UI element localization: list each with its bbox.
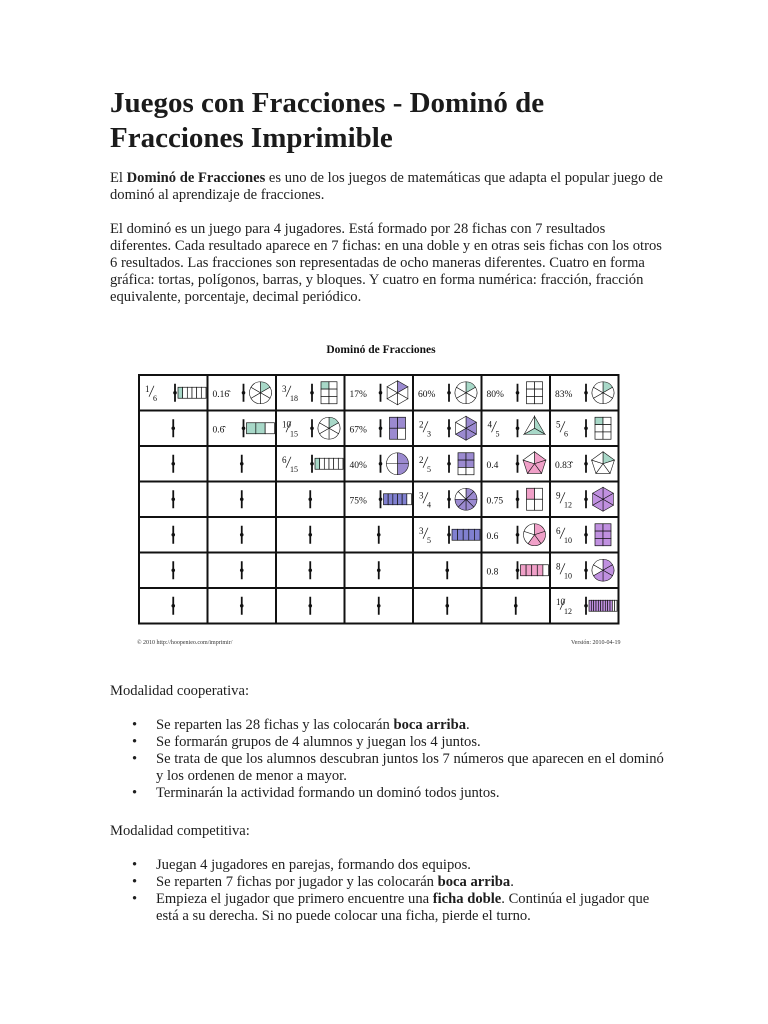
block-cell xyxy=(535,382,543,389)
bar-segment xyxy=(178,387,183,398)
bar-segment xyxy=(615,600,617,611)
tile-pin xyxy=(447,426,451,430)
block-cell xyxy=(527,396,535,403)
tile-pin xyxy=(377,604,381,608)
list-item xyxy=(110,751,670,785)
tile-pin xyxy=(516,533,520,537)
block-cell xyxy=(603,432,611,439)
bar-segment xyxy=(256,423,265,434)
tile-value-text: 6 xyxy=(556,525,561,536)
domino-tile-blank xyxy=(208,588,277,624)
tile-pin xyxy=(584,497,588,501)
tile-pin xyxy=(516,391,520,395)
tile-value-text: 6 xyxy=(564,429,568,439)
tile-value-text: 12 xyxy=(564,606,572,616)
item-text: Se reparten las 28 fichas y las colocarán xyxy=(156,717,394,733)
tile-value-text: 6 xyxy=(282,454,287,465)
block-cell xyxy=(595,425,603,432)
block-cell xyxy=(595,531,603,538)
tile-value-text: 4 xyxy=(487,419,492,430)
tile-value-text: 67% xyxy=(349,425,367,436)
domino-tile xyxy=(482,411,551,447)
bar-segment xyxy=(338,458,343,469)
tile-pin xyxy=(445,568,449,572)
domino-tile-blank xyxy=(139,446,208,482)
domino-tile-blank xyxy=(345,588,414,624)
item-text-end: . xyxy=(466,717,470,733)
tile-pin xyxy=(584,391,588,395)
tile-value-text: 1 xyxy=(145,383,150,394)
tile-pin xyxy=(447,391,451,395)
item-text-end: . xyxy=(510,874,514,890)
tile-pin xyxy=(308,497,312,501)
block-cell xyxy=(595,417,603,424)
tile-value-text: 3 xyxy=(427,429,431,439)
block-cell xyxy=(390,428,398,439)
tile-value-text: 3 xyxy=(419,490,424,501)
bar-segment xyxy=(402,494,407,505)
domino-tile-blank xyxy=(276,482,345,518)
tile-value-text: 4 xyxy=(427,500,431,510)
bar-segment xyxy=(315,458,320,469)
tile-pin xyxy=(379,391,383,395)
intro-bold: Dominó de Fracciones xyxy=(126,170,266,186)
domino-tile xyxy=(482,553,551,589)
competitive-rules-list xyxy=(110,857,670,925)
domino-tile-blank xyxy=(276,553,345,589)
tile-pin xyxy=(171,497,175,501)
tile-pin xyxy=(171,462,175,466)
tile-pin xyxy=(447,462,451,466)
bullet-icon: • xyxy=(132,785,138,801)
tile-pin xyxy=(171,568,175,572)
bar-segment xyxy=(384,494,389,505)
item-text: Terminarán la actividad formando un dominó todos juntos. xyxy=(156,785,500,801)
bar-segment xyxy=(183,387,188,398)
domino-grid xyxy=(137,373,625,626)
tile-pin xyxy=(379,462,383,466)
tile-pin xyxy=(447,533,451,537)
bar-segment xyxy=(334,458,339,469)
intro-prefix: El xyxy=(110,170,127,186)
block-cell xyxy=(329,382,337,389)
domino-tile xyxy=(550,482,619,518)
block-cell xyxy=(535,499,543,510)
domino-tile xyxy=(550,411,619,447)
tile-value-text: 10 xyxy=(564,571,572,581)
domino-tile xyxy=(482,517,551,553)
domino-tile-blank xyxy=(139,517,208,553)
block-cell xyxy=(527,389,535,396)
tile-value-text: 0.75 xyxy=(486,496,504,507)
tile-value-text: 2 xyxy=(419,419,424,430)
item-text: Se trata de que los alumnos descubran juntos los 7 números que aparecen en el dominó y los ordenen de menor a mayor. xyxy=(156,751,664,784)
domino-figure xyxy=(110,338,670,658)
tile-value-text: 3 xyxy=(419,525,424,536)
tile-value-text: 17% xyxy=(349,389,367,400)
list-item xyxy=(110,717,670,734)
bar-segment xyxy=(388,494,393,505)
tile-pin xyxy=(173,391,177,395)
intro-suffix: es uno de los juegos de matemáticas que adapta el popular juego de dominó al aprendizaje de fracciones. xyxy=(110,170,663,203)
bar-segment xyxy=(469,529,475,540)
tile-value-text: 0.4 xyxy=(486,460,499,471)
tile-pin xyxy=(584,426,588,430)
item-text-end: . Continúa el jugador que está a su derecha. Si no puede colocar una ficha, pierde el turno. xyxy=(156,891,650,924)
domino-tile-blank xyxy=(276,588,345,624)
tile-pin xyxy=(447,497,451,501)
domino-tile-blank xyxy=(413,588,482,624)
intro-paragraph xyxy=(110,170,670,204)
tile-pin xyxy=(516,497,520,501)
tile-pin xyxy=(516,462,520,466)
tile-value-text: 0.8 xyxy=(486,567,499,578)
block-cell xyxy=(527,382,535,389)
tile-value-text: 9 xyxy=(556,490,561,501)
domino-tile xyxy=(208,375,277,411)
tile-value-text: 15 xyxy=(290,429,298,439)
block-cell xyxy=(390,417,398,428)
tile-pin xyxy=(240,497,244,501)
bar-segment xyxy=(463,529,469,540)
domino-tile xyxy=(208,411,277,447)
tile-value-text: 75% xyxy=(349,496,367,507)
tile-value-text: 0.83̂ xyxy=(555,460,572,471)
bullet-icon: • xyxy=(132,891,138,907)
block-cell xyxy=(603,425,611,432)
bar-segment xyxy=(329,458,334,469)
bar-segment xyxy=(398,494,403,505)
tile-pin xyxy=(308,568,312,572)
tile-value-text: 2 xyxy=(419,454,424,465)
tile-pin xyxy=(516,426,520,430)
block-cell xyxy=(458,460,466,467)
item-text: Se reparten 7 fichas por jugador y las colocarán xyxy=(156,874,438,890)
cooperative-rules-list xyxy=(110,717,670,802)
block-cell xyxy=(603,538,611,545)
domino-tile-blank xyxy=(276,517,345,553)
tile-pin xyxy=(308,533,312,537)
domino-tile xyxy=(550,553,619,589)
item-bold-text: boca arriba xyxy=(437,874,511,890)
tile-value-text: 18 xyxy=(290,393,298,403)
competitive-mode-label: Modalidad competitiva: xyxy=(110,823,250,839)
figure-footer-copyright: © 2010 http://hoopenieo.com/imprimir/ xyxy=(137,640,233,646)
tile-value-text: 12 xyxy=(564,500,572,510)
list-item xyxy=(110,785,670,802)
block-cell xyxy=(535,396,543,403)
item-text: Juegan 4 jugadores en parejas, formando dos equipos. xyxy=(156,857,471,873)
domino-tile xyxy=(345,411,414,447)
bar-segment xyxy=(197,387,202,398)
block-cell xyxy=(535,488,543,499)
domino-tile xyxy=(276,446,345,482)
tile-value-text: 8 xyxy=(556,561,561,572)
domino-tile xyxy=(482,446,551,482)
domino-tile xyxy=(550,588,619,624)
tile-value-text: 80% xyxy=(486,389,504,400)
block-cell xyxy=(595,432,603,439)
tile-pin xyxy=(310,462,314,466)
block-cell xyxy=(329,389,337,396)
tile-value-text: 0.16̂ xyxy=(212,389,230,400)
block-cell xyxy=(535,389,543,396)
tile-pin xyxy=(514,604,518,608)
tile-pin xyxy=(584,533,588,537)
bullet-icon: • xyxy=(132,717,138,733)
domino-tile xyxy=(345,482,414,518)
domino-tile xyxy=(276,375,345,411)
bar-segment xyxy=(458,529,464,540)
domino-tile-blank xyxy=(208,553,277,589)
bar-segment xyxy=(526,565,532,576)
domino-tile xyxy=(550,446,619,482)
tile-pin xyxy=(379,426,383,430)
bar-segment xyxy=(407,494,412,505)
block-cell xyxy=(603,531,611,538)
item-text: Se formarán grupos de 4 alumnos y juegan los 4 juntos. xyxy=(156,734,481,750)
domino-tile xyxy=(482,375,551,411)
tile-value-text: 10 xyxy=(564,535,572,545)
tile-pin xyxy=(377,533,381,537)
bar-segment xyxy=(247,423,256,434)
tile-pin xyxy=(240,604,244,608)
tile-pin xyxy=(240,462,244,466)
domino-tile-blank xyxy=(208,517,277,553)
tile-value-text: 3 xyxy=(282,383,287,394)
domino-tile-blank xyxy=(345,517,414,553)
domino-tile-blank xyxy=(139,553,208,589)
domino-tile xyxy=(413,375,482,411)
item-text: Empieza el jugador que primero encuentre una xyxy=(156,891,433,907)
tile-pin xyxy=(377,568,381,572)
list-item xyxy=(110,734,670,751)
block-cell xyxy=(595,538,603,545)
block-cell xyxy=(321,389,329,396)
tile-value-text: 5 xyxy=(427,464,431,474)
domino-tile xyxy=(413,411,482,447)
domino-tile xyxy=(345,375,414,411)
bar-segment xyxy=(320,458,325,469)
bar-segment xyxy=(474,529,480,540)
tile-pin xyxy=(516,568,520,572)
list-item xyxy=(110,891,670,925)
domino-tile-blank xyxy=(208,482,277,518)
bar-segment xyxy=(521,565,527,576)
item-bold-text: ficha doble xyxy=(432,891,502,907)
domino-tile-blank xyxy=(482,588,551,624)
tile-pin xyxy=(242,426,246,430)
tile-value-text: 0.6 xyxy=(486,531,499,542)
tile-value-text: 10 xyxy=(556,596,565,607)
block-cell xyxy=(458,467,466,474)
domino-tile-blank xyxy=(139,482,208,518)
tile-pin xyxy=(379,497,383,501)
block-cell xyxy=(321,382,329,389)
bullet-icon: • xyxy=(132,874,138,890)
bar-segment xyxy=(532,565,538,576)
block-cell xyxy=(329,396,337,403)
domino-tile xyxy=(482,482,551,518)
domino-tile xyxy=(413,517,482,553)
tile-pin xyxy=(171,533,175,537)
tile-pin xyxy=(584,604,588,608)
tile-value-text: 5 xyxy=(556,419,561,430)
tile-pin xyxy=(171,604,175,608)
tile-pin xyxy=(584,568,588,572)
block-cell xyxy=(527,499,535,510)
tile-pin xyxy=(242,391,246,395)
tile-pin xyxy=(308,604,312,608)
bullet-icon: • xyxy=(132,751,138,767)
tile-value-text: 40% xyxy=(349,460,367,471)
bar-segment xyxy=(187,387,192,398)
block-cell xyxy=(527,488,535,499)
list-item xyxy=(110,874,670,891)
domino-tile-blank xyxy=(345,553,414,589)
item-bold-text: boca arriba xyxy=(393,717,467,733)
tile-value-text: 15 xyxy=(290,464,298,474)
bullet-icon: • xyxy=(132,734,138,750)
bar-segment xyxy=(324,458,329,469)
domino-tile xyxy=(345,446,414,482)
list-item xyxy=(110,857,670,874)
bar-segment xyxy=(393,494,398,505)
bar-segment xyxy=(543,565,549,576)
domino-tile xyxy=(413,482,482,518)
tile-value-text: 60% xyxy=(418,389,436,400)
tile-pin xyxy=(171,426,175,430)
domino-tile xyxy=(413,446,482,482)
tile-pin xyxy=(310,426,314,430)
domino-tile xyxy=(139,375,208,411)
domino-tile-blank xyxy=(139,588,208,624)
domino-tile-blank xyxy=(208,446,277,482)
bar-segment xyxy=(265,423,274,434)
tile-pin xyxy=(240,568,244,572)
cooperative-mode-label: Modalidad cooperativa: xyxy=(110,683,249,699)
block-cell xyxy=(398,417,406,428)
page-title: Juegos con Fracciones - Dominó de Fracciones Imprimible xyxy=(110,87,545,154)
block-cell xyxy=(466,467,474,474)
bar-segment xyxy=(452,529,458,540)
figure-title: Dominó de Fracciones xyxy=(326,344,436,356)
block-cell xyxy=(595,524,603,531)
description-paragraph: El dominó es un juego para 4 jugadores. Está formado por 28 fichas con 7 resultados diferentes. Cada resultado aparece en 7 fichas: en una doble y en otras seis fichas con los otros 6 resultados. Las fracciones son representadas de ocho maneras diferentes. Cuatro en forma gráfica: tortas, polígonos, barras, y bloques. Y cuatro en forma numérica: fracción, fracción equivalente, porcentaje, decimal periódico. xyxy=(110,221,662,305)
domino-tile xyxy=(550,375,619,411)
block-cell xyxy=(321,396,329,403)
domino-tile-blank xyxy=(139,411,208,447)
block-cell xyxy=(398,428,406,439)
domino-tile-blank xyxy=(413,553,482,589)
domino-tile xyxy=(550,517,619,553)
domino-tile xyxy=(276,411,345,447)
block-cell xyxy=(466,453,474,460)
block-cell xyxy=(603,524,611,531)
tile-pin xyxy=(445,604,449,608)
tile-value-text: 6 xyxy=(153,393,157,403)
bar-segment xyxy=(537,565,543,576)
tile-value-text: 83% xyxy=(555,389,573,400)
tile-value-text: 0.6̂ xyxy=(212,425,225,436)
block-cell xyxy=(466,460,474,467)
block-cell xyxy=(458,453,466,460)
figure-footer-version: Versión: 2010-04-19 xyxy=(571,640,621,646)
tile-value-text: 5 xyxy=(427,535,431,545)
bullet-icon: • xyxy=(132,857,138,873)
tile-pin xyxy=(310,391,314,395)
bar-segment xyxy=(192,387,197,398)
tile-pin xyxy=(584,462,588,466)
bar-segment xyxy=(201,387,206,398)
tile-value-text: 10 xyxy=(282,419,291,430)
block-cell xyxy=(603,417,611,424)
tile-value-text: 5 xyxy=(495,429,500,439)
tile-pin xyxy=(240,533,244,537)
